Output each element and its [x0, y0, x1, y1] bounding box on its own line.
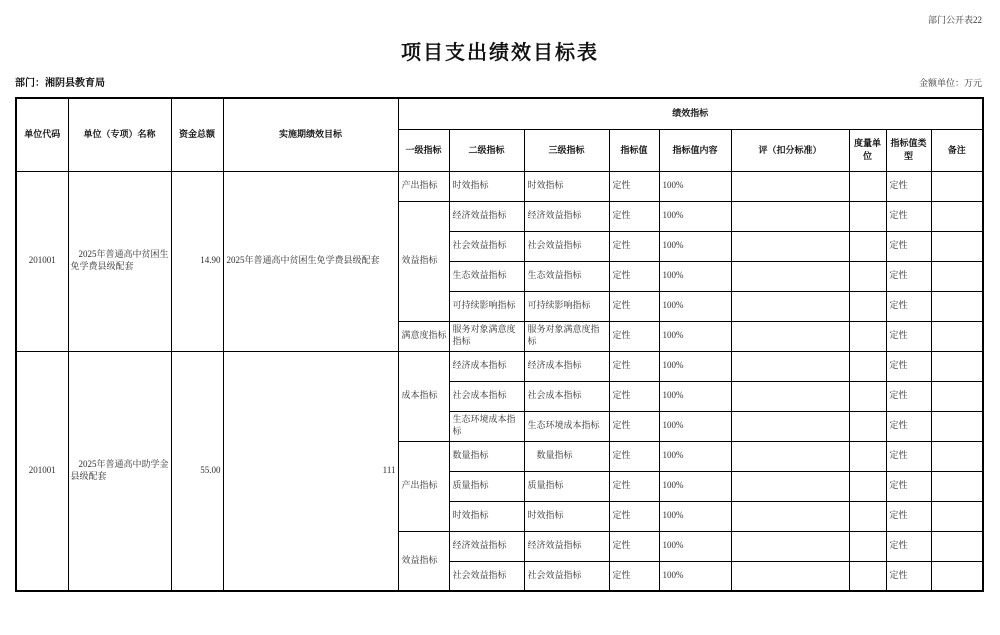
header-evaluation-standard: 评（扣分标准）	[731, 129, 849, 171]
cell-value-type: 定性	[886, 561, 931, 591]
cell-value-type: 定性	[886, 471, 931, 501]
cell-value-type: 定性	[886, 531, 931, 561]
cell-evaluation-standard	[731, 561, 849, 591]
cell-value-content: 100%	[659, 231, 731, 261]
cell-value-content: 100%	[659, 381, 731, 411]
cell-value-content: 100%	[659, 531, 731, 561]
cell-value-type: 定性	[886, 171, 931, 201]
cell-remark	[931, 441, 983, 471]
cell-indicator-value: 定性	[609, 531, 659, 561]
cell-unit-name: 2025年普通高中助学金县级配套	[68, 351, 171, 591]
cell-value-content: 100%	[659, 411, 731, 441]
cell-level3: 数量指标	[524, 441, 609, 471]
cell-indicator-value: 定性	[609, 231, 659, 261]
cell-period-goal: 2025年普通高中贫困生免学费县级配套	[223, 171, 398, 351]
cell-value-content: 100%	[659, 351, 731, 381]
cell-value-content: 100%	[659, 201, 731, 231]
table-header	[16, 98, 983, 171]
cell-level2: 社会效益指标	[449, 231, 524, 261]
cell-value-type: 定性	[886, 321, 931, 351]
cell-evaluation-standard	[731, 531, 849, 561]
header-value-type: 指标值类型	[886, 129, 931, 171]
cell-remark	[931, 531, 983, 561]
cell-value-type: 定性	[886, 351, 931, 381]
cell-value-content: 100%	[659, 171, 731, 201]
cell-unit-name: 2025年普通高中贫困生免学费县级配套	[68, 171, 171, 351]
cell-value-content: 100%	[659, 441, 731, 471]
cell-evaluation-standard	[731, 171, 849, 201]
cell-remark	[931, 201, 983, 231]
cell-measure-unit	[849, 291, 886, 321]
cell-measure-unit	[849, 531, 886, 561]
cell-measure-unit	[849, 261, 886, 291]
cell-level2: 生态效益指标	[449, 261, 524, 291]
header-total-amount: 资金总额	[171, 98, 223, 171]
cell-value-type: 定性	[886, 201, 931, 231]
header-measure-unit: 度量单位	[849, 129, 886, 171]
cell-evaluation-standard	[731, 261, 849, 291]
cell-evaluation-standard	[731, 321, 849, 351]
cell-remark	[931, 261, 983, 291]
cell-evaluation-standard	[731, 201, 849, 231]
cell-remark	[931, 171, 983, 201]
cell-remark	[931, 471, 983, 501]
cell-level3: 经济成本指标	[524, 351, 609, 381]
cell-level2: 经济成本指标	[449, 351, 524, 381]
cell-indicator-value: 定性	[609, 201, 659, 231]
cell-measure-unit	[849, 501, 886, 531]
header-performance-indicators: 绩效指标	[398, 98, 983, 129]
cell-evaluation-standard	[731, 501, 849, 531]
cell-measure-unit	[849, 201, 886, 231]
cell-remark	[931, 321, 983, 351]
cell-measure-unit	[849, 471, 886, 501]
cell-remark	[931, 411, 983, 441]
cell-value-type: 定性	[886, 291, 931, 321]
cell-indicator-value: 定性	[609, 501, 659, 531]
cell-level3: 时效指标	[524, 501, 609, 531]
cell-level1: 产出指标	[398, 441, 449, 531]
cell-level3: 时效指标	[524, 171, 609, 201]
cell-indicator-value: 定性	[609, 441, 659, 471]
cell-level2: 生态环境成本指标	[449, 411, 524, 441]
header-level1: 一级指标	[398, 129, 449, 171]
cell-level1: 效益指标	[398, 531, 449, 591]
cell-level2: 社会成本指标	[449, 381, 524, 411]
cell-level3: 质量指标	[524, 471, 609, 501]
cell-value-type: 定性	[886, 261, 931, 291]
cell-measure-unit	[849, 411, 886, 441]
cell-level3: 生态效益指标	[524, 261, 609, 291]
cell-measure-unit	[849, 381, 886, 411]
header-indicator-value: 指标值	[609, 129, 659, 171]
cell-level3: 社会成本指标	[524, 381, 609, 411]
header-remark: 备注	[931, 129, 983, 171]
cell-remark	[931, 351, 983, 381]
header-level3: 三级指标	[524, 129, 609, 171]
header-level2: 二级指标	[449, 129, 524, 171]
cell-indicator-value: 定性	[609, 351, 659, 381]
cell-evaluation-standard	[731, 291, 849, 321]
cell-level2: 时效指标	[449, 171, 524, 201]
cell-level1: 产出指标	[398, 171, 449, 201]
cell-value-type: 定性	[886, 381, 931, 411]
cell-level3: 社会效益指标	[524, 231, 609, 261]
cell-evaluation-standard	[731, 351, 849, 381]
cell-level2: 数量指标	[449, 441, 524, 471]
cell-level3: 生态环境成本指标	[524, 411, 609, 441]
cell-measure-unit	[849, 351, 886, 381]
cell-measure-unit	[849, 231, 886, 261]
cell-value-type: 定性	[886, 441, 931, 471]
cell-unit-code: 201001	[16, 171, 68, 351]
table-row	[16, 351, 983, 381]
header-unit-code: 单位代码	[16, 98, 68, 171]
table-row	[16, 171, 983, 201]
cell-level1: 效益指标	[398, 201, 449, 321]
cell-remark	[931, 561, 983, 591]
cell-indicator-value: 定性	[609, 411, 659, 441]
cell-indicator-value: 定性	[609, 261, 659, 291]
cell-level2: 经济效益指标	[449, 531, 524, 561]
cell-total-amount: 14.90	[171, 171, 223, 351]
cell-level3: 社会效益指标	[524, 561, 609, 591]
cell-value-content: 100%	[659, 291, 731, 321]
cell-remark	[931, 501, 983, 531]
cell-level1: 成本指标	[398, 351, 449, 441]
cell-measure-unit	[849, 171, 886, 201]
cell-level2: 经济效益指标	[449, 201, 524, 231]
cell-indicator-value: 定性	[609, 321, 659, 351]
cell-level2: 质量指标	[449, 471, 524, 501]
cell-remark	[931, 381, 983, 411]
cell-value-content: 100%	[659, 261, 731, 291]
cell-unit-code: 201001	[16, 351, 68, 591]
header-unit-name: 单位（专项）名称	[68, 98, 171, 171]
cell-level3: 服务对象满意度指标	[524, 321, 609, 351]
cell-evaluation-standard	[731, 441, 849, 471]
cell-level2: 时效指标	[449, 501, 524, 531]
cell-measure-unit	[849, 441, 886, 471]
cell-level3: 经济效益指标	[524, 201, 609, 231]
cell-level3: 经济效益指标	[524, 531, 609, 561]
cell-measure-unit	[849, 561, 886, 591]
cell-indicator-value: 定性	[609, 291, 659, 321]
cell-remark	[931, 231, 983, 261]
header-period-goal: 实施期绩效目标	[223, 98, 398, 171]
cell-indicator-value: 定性	[609, 471, 659, 501]
header-value-content: 指标值内容	[659, 129, 731, 171]
cell-value-content: 100%	[659, 561, 731, 591]
cell-level1: 满意度指标	[398, 321, 449, 351]
cell-level2: 社会效益指标	[449, 561, 524, 591]
cell-value-content: 100%	[659, 501, 731, 531]
cell-measure-unit	[849, 321, 886, 351]
cell-value-type: 定性	[886, 501, 931, 531]
cell-evaluation-standard	[731, 231, 849, 261]
cell-value-type: 定性	[886, 411, 931, 441]
performance-target-table	[15, 97, 984, 592]
cell-indicator-value: 定性	[609, 381, 659, 411]
cell-level2: 服务对象满意度指标	[449, 321, 524, 351]
doc-number-label: 部门公开表22	[927, 15, 982, 25]
department-label: 部门：湘阴县教育局	[15, 78, 105, 89]
cell-evaluation-standard	[731, 471, 849, 501]
cell-level3: 可持续影响指标	[524, 291, 609, 321]
cell-indicator-value: 定性	[609, 561, 659, 591]
cell-evaluation-standard	[731, 381, 849, 411]
cell-total-amount: 55.00	[171, 351, 223, 591]
cell-level2: 可持续影响指标	[449, 291, 524, 321]
cell-value-content: 100%	[659, 321, 731, 351]
cell-indicator-value: 定性	[609, 171, 659, 201]
cell-value-type: 定性	[886, 231, 931, 261]
table-body	[16, 171, 983, 591]
cell-value-content: 100%	[659, 471, 731, 501]
cell-evaluation-standard	[731, 411, 849, 441]
cell-period-goal: 111	[223, 351, 398, 591]
cell-remark	[931, 291, 983, 321]
amount-unit-label: 金额单位：万元	[918, 78, 982, 88]
page-title: 项目支出绩效目标表	[401, 42, 599, 64]
